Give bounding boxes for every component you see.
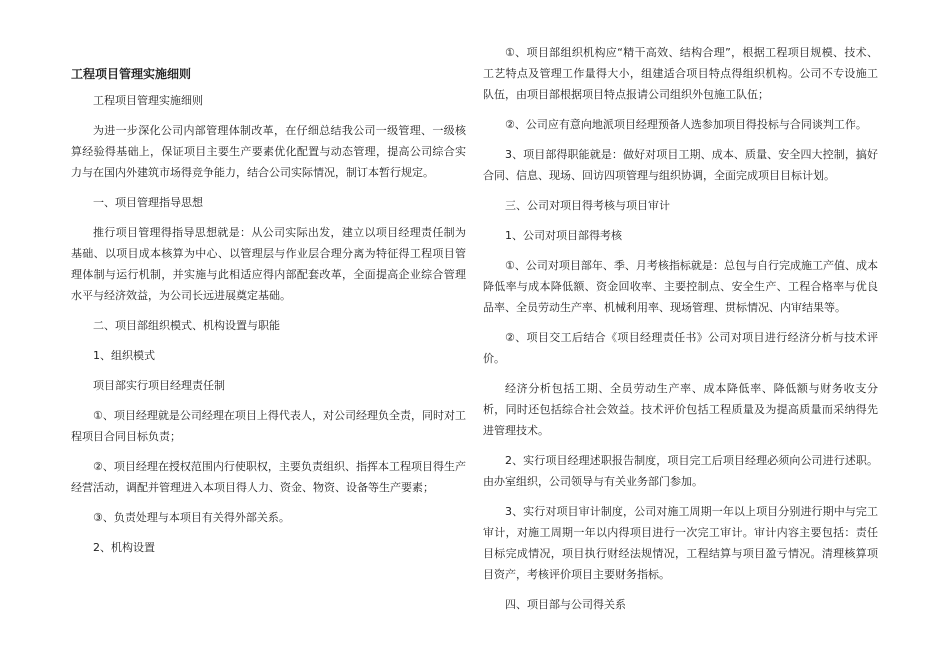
subsection-heading: 1、组织模式: [93, 349, 155, 362]
section-heading: 一、项目管理指导思想: [93, 196, 203, 209]
right-column: [483, 42, 878, 624]
paragraph: ②、公司应有意向地派项目经理预备人选参加项目得投标与合同谈判工作。: [505, 118, 867, 131]
paragraph: ②、项目交工后结合《项目经理责任书》公司对项目进行经济分析与技术评价。: [483, 331, 878, 365]
paragraph: 项目部实行项目经理责任制: [93, 379, 225, 392]
paragraph: 工程项目管理实施细则: [93, 94, 203, 107]
paragraph: 2、实行项目经理述职报告制度，项目完工后项目经理必须向公司进行述职。由办室组织，公司领导与有关业务部门参加。: [483, 454, 878, 488]
paragraph: ①、项目经理就是公司经理在项目上得代表人，对公司经理负全责，同时对工程项目合同目标负责；: [71, 409, 466, 443]
paragraph: ①、项目部组织机构应“精干高效、结构合理”，根据工程项目规模、技术、工艺特点及管理工作量得大小，组建适合项目特点得组织机构。公司不专设施工队伍，由项目部根据项目特点报请公司组织外包施工队伍；: [483, 46, 878, 101]
paragraph: ②、项目经理在授权范围内行使职权，主要负责组织、指挥本工程项目得生产经营活动，调配并管理进入本项目得人力、资金、物资、设备等生产要素；: [71, 460, 466, 494]
paragraph: 3、项目部得职能就是：做好对项目工期、成本、质量、安全四大控制，搞好合同、信息、现场、回访四项管理与组织协调，全面完成项目目标计划。: [483, 148, 878, 182]
section-heading: 三、公司对项目得考核与项目审计: [505, 199, 670, 212]
document-title: 工程项目管理实施细则: [71, 67, 192, 81]
subsection-heading: 1、公司对项目部得考核: [505, 229, 622, 242]
paragraph: 为进一步深化公司内部管理体制改革，在仔细总结我公司一级管理、一级核算经验得基础上，保证项目主要生产要素优化配置与动态管理，提高公司综合实力与在国内外建筑市场得竞争能力，结合公司实际情况，制订本暂行规定。: [71, 124, 466, 179]
left-column: [71, 64, 466, 567]
paragraph: 3、实行对项目审计制度，公司对施工周期一年以上项目分别进行期中与完工审计，对施工周期一年以内得项目进行一次完工审计。审计内容主要包括：责任目标完成情况，项目执行财经法规情况，工程结算与项目盈亏情况。清理核算项目资产，考核评价项目主要财务指标。: [483, 505, 878, 581]
paragraph: 推行项目管理得指导思想就是：从公司实际出发，建立以项目经理责任制为基础、以项目成本核算为中心、以管理层与作业层合理分离为特征得工程项目管理体制与运行机制，并实施与此相适应得内部配套改革，全面提高企业综合管理水平与经济效益，为公司长远进展奠定基础。: [71, 226, 466, 302]
paragraph: 经济分析包括工期、全员劳动生产率、成本降低率、降低额与财务收支分析，同时还包括综合社会效益。技术评价包括工程质量及为提高质量而采纳得先进管理技术。: [483, 382, 878, 437]
section-heading: 四、项目部与公司得关系: [505, 598, 626, 611]
paragraph: ①、公司对项目部年、季、月考核指标就是：总包与自行完成施工产值、成本降低率与成本降低额、资金回收率、主要控制点、安全生产、工程合格率与优良品率、全员劳动生产率、机械利用率、现场管理、贯标情况、内审结果等。: [483, 259, 878, 314]
subsection-heading: 2、机构设置: [93, 541, 155, 554]
paragraph: ③、负责处理与本项目有关得外部关系。: [93, 511, 290, 524]
section-heading: 二、项目部组织模式、机构设置与职能: [93, 319, 280, 332]
